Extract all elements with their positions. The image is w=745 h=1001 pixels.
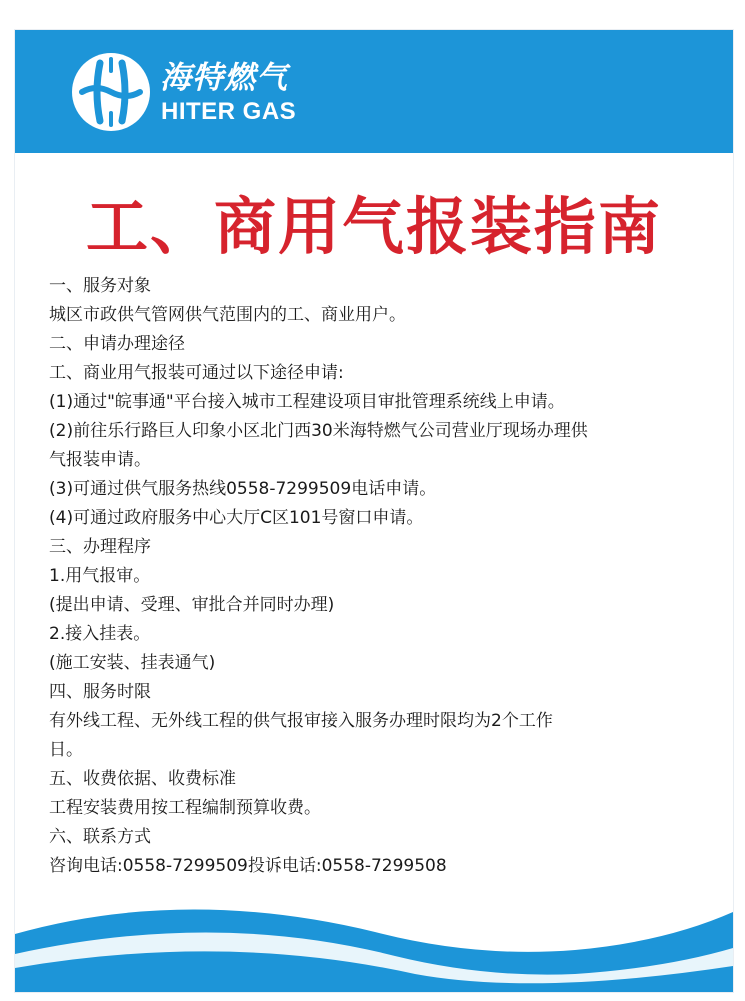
text-service-target: 城区市政供气管网供气范围内的工、商业用户。 <box>49 305 406 325</box>
footer-wave-decoration <box>15 892 733 992</box>
heading-apply-channels: 二、申请办理途径 <box>49 334 185 354</box>
brand-name-en: HITER GAS <box>161 98 297 125</box>
guide-poster <box>15 30 733 992</box>
text-time-limit: 有外线工程、无外线工程的供气报审接入服务办理时限均为2个工作 <box>49 711 553 731</box>
text-channel-2: (2)前往乐行路巨人印象小区北门西30米海特燃气公司营业厅现场办理供 <box>49 421 588 441</box>
heading-contact: 六、联系方式 <box>49 827 151 847</box>
text-procedure-1-note: (提出申请、受理、审批合并同时办理) <box>49 595 335 615</box>
heading-time-limit: 四、服务时限 <box>49 682 151 702</box>
brand-name-cn: 海特燃气 <box>160 60 288 96</box>
text-channel-1: (1)通过"皖事通"平台接入城市工程建设项目审批管理系统线上申请。 <box>49 392 565 412</box>
heading-procedure: 三、办理程序 <box>49 537 151 557</box>
heading-fees: 五、收费依据、收费标准 <box>49 769 236 789</box>
text-apply-intro: 工、商业用气报装可通过以下途径申请: <box>49 363 344 383</box>
heading-service-target: 一、服务对象 <box>49 276 151 296</box>
text-fees: 工程安装费用按工程编制预算收费。 <box>49 798 321 818</box>
hiter-gas-logo-icon <box>70 51 152 133</box>
text-procedure-1: 1.用气报审。 <box>49 566 151 586</box>
text-contact-phones: 咨询电话:0558-7299509投诉电话:0558-7299508 <box>49 856 447 876</box>
page-title: 工、商用气报装指南 <box>85 190 662 263</box>
header-banner <box>15 30 733 153</box>
text-procedure-2-note: (施工安装、挂表通气) <box>49 653 216 673</box>
text-channel-3: (3)可通过供气服务热线0558-7299509电话申请。 <box>49 479 437 499</box>
guide-content <box>49 272 699 881</box>
text-time-limit-cont: 日。 <box>49 740 83 760</box>
text-channel-2-cont: 气报装申请。 <box>49 450 151 470</box>
text-procedure-2: 2.接入挂表。 <box>49 624 151 644</box>
text-channel-4: (4)可通过政府服务中心大厅C区101号窗口申请。 <box>49 508 424 528</box>
